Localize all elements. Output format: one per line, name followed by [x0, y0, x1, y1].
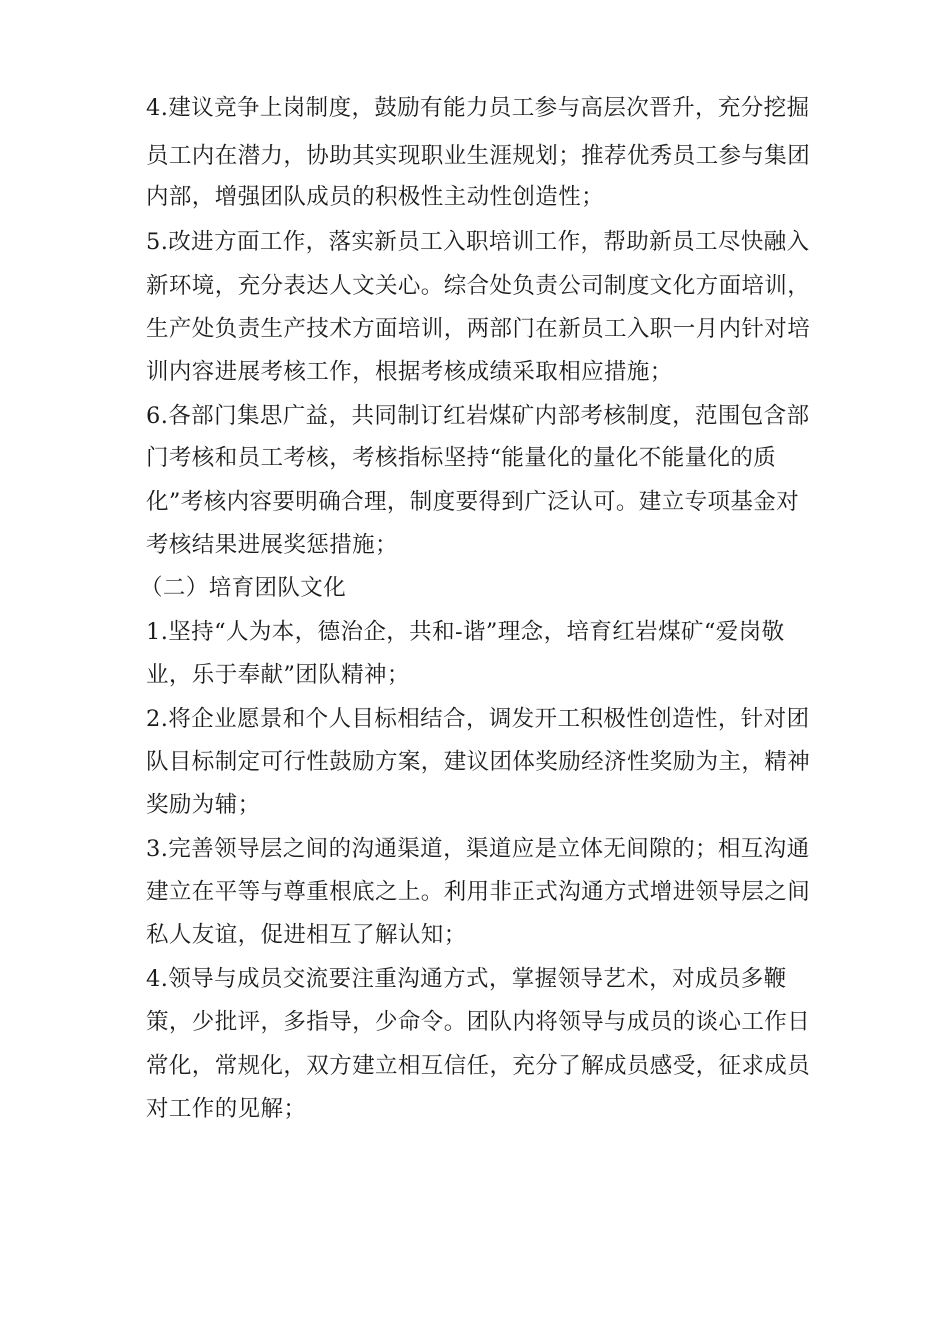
text-line: 内部，增强团队成员的积极性主动性创造性； — [146, 184, 605, 210]
text-line: 对工作的见解； — [146, 1096, 307, 1122]
text-line: 建立在平等与尊重根底之上。利用非正式沟通方式增进领导层之间 — [146, 879, 811, 905]
text-line: 5.改进方面工作，落实新员工入职培训工作，帮助新员工尽快融入 — [146, 229, 810, 255]
text-line: 员工内在潜力，协助其实现职业生涯规划；推荐优秀员工参与集团 — [146, 143, 811, 169]
text-line: 化”考核内容要明确合理，制度要得到广泛认可。建立专项基金对 — [146, 489, 800, 515]
text-line: 队目标制定可行性鼓励方案，建议团体奖励经济性奖励为主，精神 — [146, 749, 811, 775]
text-line: 4.领导与成员交流要注重沟通方式，掌握领导艺术，对成员多鞭 — [146, 966, 787, 992]
text-line: 生产处负责生产技术方面培训，两部门在新员工入职一月内针对培 — [146, 316, 811, 342]
text-line: 3.完善领导层之间的沟通渠道，渠道应是立体无间隙的；相互沟通 — [146, 836, 810, 862]
text-line: 业，乐于奉献”团队精神； — [146, 662, 410, 688]
text-line: 4.建议竞争上岗制度，鼓励有能力员工参与高层次晋升，充分挖掘 — [146, 95, 810, 121]
text-line: 新环境，充分表达人文关心。综合处负责公司制度文化方面培训， — [146, 273, 811, 299]
text-line: 门考核和员工考核，考核指标坚持“能量化的量化不能量化的质 — [146, 445, 777, 471]
text-line: 1.坚持“人为本，德治企，共和-谐”理念，培育红岩煤矿“爱岗敬 — [146, 619, 785, 645]
text-line: 6.各部门集思广益，共同制订红岩煤矿内部考核制度，范围包含部 — [146, 403, 810, 429]
section-heading: （二）培育团队文化 — [140, 575, 347, 601]
text-line: 私人友谊，促进相互了解认知； — [146, 922, 467, 948]
text-line: 策，少批评，多指导，少命令。团队内将领导与成员的谈心工作日 — [146, 1009, 811, 1035]
text-line: 2.将企业愿景和个人目标相结合，调发开工积极性创造性，针对团 — [146, 706, 810, 732]
text-line: 训内容进展考核工作，根据考核成绩采取相应措施； — [146, 359, 673, 385]
text-line: 考核结果进展奖惩措施； — [146, 532, 398, 558]
text-line: 奖励为辅； — [146, 792, 261, 818]
text-line: 常化，常规化，双方建立相互信任，充分了解成员感受，征求成员 — [146, 1053, 811, 1079]
